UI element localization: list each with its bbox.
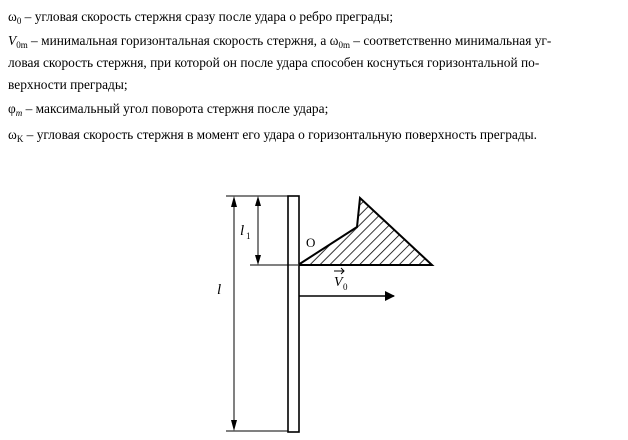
label-V-sub: 0 xyxy=(343,282,348,292)
def-text: – минимальная горизонтальная скорость стержня, а ω xyxy=(27,33,339,48)
symbol: V xyxy=(8,33,17,48)
symbol-sub: 0 xyxy=(16,16,22,26)
def-text: – угловая скорость стержня сразу после удара о ребро преграды; xyxy=(21,9,394,24)
rod xyxy=(288,196,299,432)
label-l: l xyxy=(217,282,222,298)
def-text: – максимальный угол поворота стержня после удара; xyxy=(22,101,329,116)
def-text: ловая скорость стержня, при которой он после удара способен коснуться горизонтальной по- xyxy=(8,55,540,70)
symbol-sub: m xyxy=(15,108,23,118)
symbol-sub: K xyxy=(16,134,24,144)
vector-arrow-icon xyxy=(334,268,344,274)
symbol-sub: 0m xyxy=(16,40,28,50)
def-text: – угловая скорость стержня в момент его удара о горизонтальную поверхность преграды. xyxy=(23,127,537,142)
symbol: φ xyxy=(8,101,16,116)
label-l1: l xyxy=(240,223,245,239)
dim-l-arrow-top xyxy=(231,196,237,207)
dim-l1-arrow-bottom xyxy=(255,255,261,265)
dim-l-arrow-bottom xyxy=(231,420,237,431)
symbol: ω xyxy=(8,127,17,142)
def-text: верхности преграды; xyxy=(8,77,128,92)
label-V: V xyxy=(334,275,343,290)
symbol-sub: 0m xyxy=(338,40,350,50)
def-text: – соответственно минимальная уг- xyxy=(349,33,552,48)
obstacle-wedge xyxy=(298,198,432,265)
label-l1-sub: 1 xyxy=(246,231,251,241)
dim-l1-arrow-top xyxy=(255,196,261,206)
label-O: O xyxy=(306,235,316,250)
symbol: ω xyxy=(8,9,17,24)
